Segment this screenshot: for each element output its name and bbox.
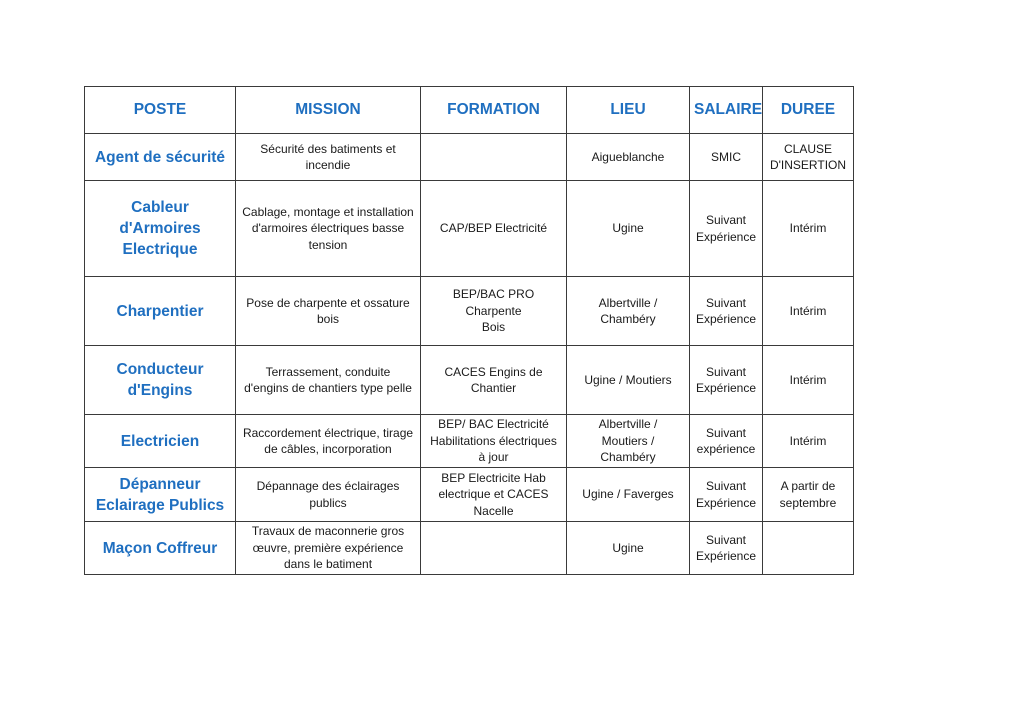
formation-text: CACES Engins de Chantier — [444, 364, 543, 395]
poste-cell — [85, 468, 236, 522]
formation-text: CAP/BEP Electricité — [439, 221, 548, 236]
mission-text: Pose de charpente et ossature bois — [246, 295, 410, 326]
formation-cell — [421, 415, 567, 468]
formation-text: BEP Electricite Hab electrique et CACES Nacelle — [438, 470, 549, 518]
table-row — [85, 522, 854, 575]
mission-cell — [236, 134, 421, 181]
header-salaire: SALAIRE — [690, 87, 763, 134]
poste-text: Conducteur d'Engins — [116, 361, 204, 399]
poste-cell — [85, 134, 236, 181]
lieu-text: Ugine — [612, 540, 644, 555]
duree-cell — [763, 346, 854, 415]
salaire-text: Suivant Expérience — [695, 479, 757, 510]
duree-text: Intérim — [789, 433, 827, 448]
poste-text: Electricien — [120, 432, 200, 450]
salaire-cell — [690, 468, 763, 522]
poste-text: Agent de sécurité — [94, 148, 226, 166]
header-poste: POSTE — [85, 87, 236, 134]
table-row — [85, 415, 854, 468]
poste-cell — [85, 181, 236, 277]
lieu-cell — [567, 468, 690, 522]
poste-text: Charpentier — [116, 302, 204, 320]
formation-cell — [421, 468, 567, 522]
header-duree: DUREE — [763, 87, 854, 134]
table-row — [85, 277, 854, 346]
lieu-text: Ugine / Moutiers — [584, 372, 672, 387]
salaire-cell — [690, 134, 763, 181]
poste-text: Maçon Coffreur — [102, 539, 218, 557]
mission-text: Terrassement, conduite d'engins de chantiers type pelle — [244, 364, 412, 395]
lieu-cell — [567, 346, 690, 415]
salaire-text: Suivant Expérience — [695, 295, 757, 326]
duree-cell — [763, 134, 854, 181]
duree-cell — [763, 468, 854, 522]
salaire-text: Suivant Expérience — [695, 213, 757, 244]
lieu-text: Albertville / Chambéry — [598, 295, 658, 326]
table-row — [85, 181, 854, 277]
salaire-cell — [690, 346, 763, 415]
duree-text: A partir de septembre — [779, 479, 837, 510]
mission-cell — [236, 522, 421, 575]
lieu-text: Albertville / Moutiers / Chambéry — [598, 417, 658, 465]
lieu-text: Ugine / Faverges — [582, 487, 674, 502]
mission-text: Cablage, montage et installation d'armoires électriques basse tension — [242, 204, 414, 252]
lieu-cell — [567, 134, 690, 181]
salaire-cell — [690, 277, 763, 346]
salaire-text: SMIC — [711, 149, 741, 164]
salaire-cell — [690, 415, 763, 468]
mission-cell — [236, 277, 421, 346]
formation-cell — [421, 522, 567, 575]
table-row — [85, 468, 854, 522]
formation-cell — [421, 277, 567, 346]
mission-cell — [236, 415, 421, 468]
poste-cell — [85, 346, 236, 415]
salaire-text: Suivant Expérience — [695, 532, 757, 563]
jobs-table — [84, 86, 854, 575]
duree-cell — [763, 181, 854, 277]
table-row — [85, 346, 854, 415]
formation-cell — [421, 346, 567, 415]
poste-text: Cableur d'Armoires Electrique — [119, 199, 201, 258]
poste-cell — [85, 415, 236, 468]
salaire-text: Suivant expérience — [696, 425, 756, 456]
salaire-cell — [690, 181, 763, 277]
table-row — [85, 134, 854, 181]
mission-text: Raccordement électrique, tirage de câbles, incorporation — [242, 425, 414, 456]
lieu-text: Aigueblanche — [591, 149, 665, 164]
salaire-cell — [690, 522, 763, 575]
duree-text: Intérim — [789, 372, 827, 387]
mission-text: Travaux de maconnerie gros œuvre, première expérience dans le batiment — [251, 524, 405, 572]
mission-cell — [236, 468, 421, 522]
poste-text: Dépanneur Eclairage Publics — [95, 475, 225, 514]
mission-text: Sécurité des batiments et incendie — [260, 141, 396, 172]
formation-text: BEP/BAC PRO Charpente Bois — [452, 287, 535, 335]
header-mission: MISSION — [236, 87, 421, 134]
formation-text: BEP/ BAC Electricité Habilitations électriques à jour — [430, 417, 557, 465]
lieu-cell — [567, 522, 690, 575]
duree-text: CLAUSE D'INSERTION — [769, 141, 847, 172]
formation-cell — [421, 134, 567, 181]
header-row — [85, 87, 854, 134]
duree-cell — [763, 277, 854, 346]
lieu-cell — [567, 415, 690, 468]
salaire-text: Suivant Expérience — [695, 364, 757, 395]
duree-text: Intérim — [789, 303, 827, 318]
mission-cell — [236, 181, 421, 277]
duree-text: Intérim — [789, 221, 827, 236]
header-formation: FORMATION — [421, 87, 567, 134]
header-lieu: LIEU — [567, 87, 690, 134]
lieu-cell — [567, 277, 690, 346]
poste-cell — [85, 522, 236, 575]
duree-cell — [763, 415, 854, 468]
formation-cell — [421, 181, 567, 277]
lieu-cell — [567, 181, 690, 277]
poste-cell — [85, 277, 236, 346]
duree-cell — [763, 522, 854, 575]
lieu-text: Ugine — [612, 221, 644, 236]
mission-text: Dépannage des éclairages publics — [256, 479, 400, 510]
mission-cell — [236, 346, 421, 415]
